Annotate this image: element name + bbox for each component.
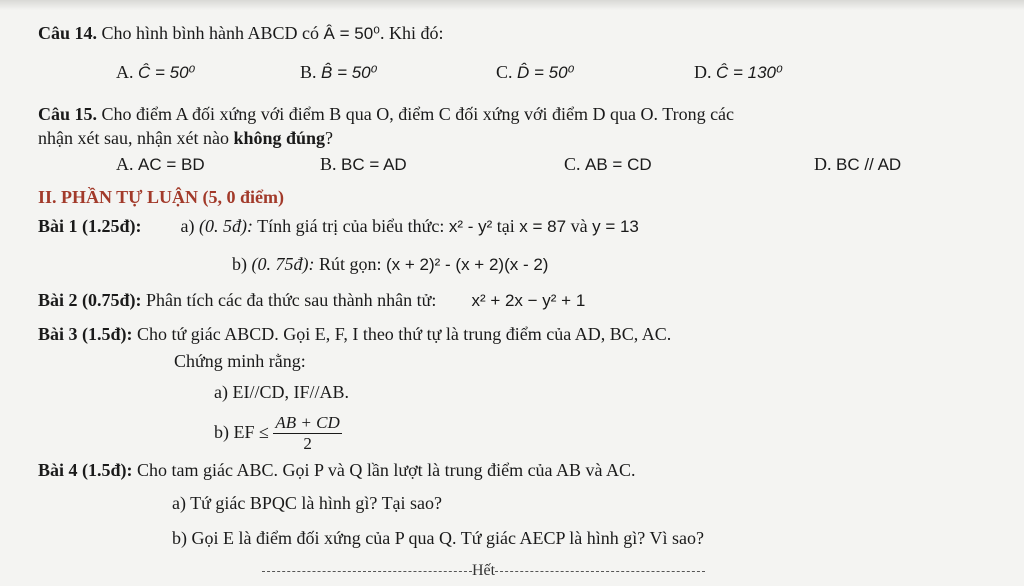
bai1-a-expr: x² - y² [448,217,493,236]
bai3-label: Bài 3 (1.5đ): [38,324,133,344]
q15-text1: Cho điểm A đối xứng với điểm B qua O, điểm C đối xứng với điểm D qua O. Trong các [101,104,735,124]
q14-option-b: B. B̂ = 50⁰ [300,62,378,82]
bai1-a-text: Tính giá trị của biểu thức: [257,216,445,236]
bai1-a-y: y = 13 [592,217,639,236]
end-marker [262,562,762,580]
bai2-text: Phân tích các đa thức sau thành nhân tử: [146,290,437,310]
bai1-a-x: x = 87 [519,217,567,236]
bai4-line [38,459,636,481]
bai2-label: Bài 2 (0.75đ): [38,290,142,310]
bai2-line [38,289,585,312]
question-15-line1 [38,103,734,125]
bai3-prove: Chứng minh rằng: [174,351,306,371]
q15-option-d: D. BC // AD [814,154,902,174]
bai3-line [38,323,671,345]
q14-text: Cho hình bình hành ABCD có [101,23,320,43]
bai1-b-line [232,253,548,276]
bai1-b-text: Rút gọn: [318,254,382,274]
bai1-a-at: tại [496,216,515,236]
fraction-denominator: 2 [303,434,312,454]
q15-label: Câu 15. [38,104,98,124]
q14-option-d: D. Ĉ = 130⁰ [694,62,783,82]
end-text: Hết [472,562,496,579]
q14-option-a: A. Ĉ = 50⁰ [116,62,196,82]
q14-option-c: C. D̂ = 50⁰ [496,62,575,82]
bai1-a-prefix: a) [180,216,195,236]
bai1-b-expr: (x + 2)² - (x + 2)(x - 2) [386,255,549,274]
left-dashes [262,571,472,572]
q14-label: Câu 14. [38,23,98,43]
q15-option-a: A. AC = BD [116,154,205,174]
bai3-b-prefix: b) EF ≤ [214,422,269,442]
q15-emph: không đúng [233,128,326,148]
bai1-b-points: (0. 75đ): [251,254,315,274]
bai3-b-fraction [273,413,341,454]
q14-tail: . Khi đó: [379,23,444,43]
q15-tail: ? [325,128,334,148]
bai3-b [214,410,342,454]
right-dashes [495,571,705,572]
bai1-a-and: và [570,216,588,236]
bai4-b: b) Gọi E là điểm đối xứng của P qua Q. Tứ giác AECP là hình gì? Vì sao? [172,528,704,548]
page-edge [0,0,1024,10]
bai4-a: a) Tứ giác BPQC là hình gì? Tại sao? [172,493,443,513]
bai1-b-prefix: b) [232,254,247,274]
fraction-numerator: AB + CD [275,413,340,433]
bai1-label: Bài 1 (1.25đ): [38,216,142,236]
q15-option-b: B. BC = AD [320,154,407,174]
q15-text2: nhận xét sau, nhận xét nào [38,128,229,148]
question-14 [38,22,443,45]
bai3-a: a) EI//CD, IF//AB. [214,382,349,402]
bai1-a-points: (0. 5đ): [198,216,253,236]
bai2-expr: x² + 2x − y² + 1 [471,291,586,310]
q14-given: Â = 50⁰ [323,24,380,43]
bai4-text: Cho tam giác ABC. Gọi P và Q lần lượt là trung điểm của AB và AC. [137,460,636,480]
bai3-text: Cho tứ giác ABCD. Gọi E, F, I theo thứ tự là trung điểm của AD, BC, AC. [137,324,672,344]
section-title: II. PHẦN TỰ LUẬN (5, 0 điểm) [38,187,284,207]
q15-option-c: C. AB = CD [564,154,652,174]
bai4-label: Bài 4 (1.5đ): [38,460,133,480]
bai1-a-line [38,215,639,238]
question-15-line2 [38,127,333,149]
